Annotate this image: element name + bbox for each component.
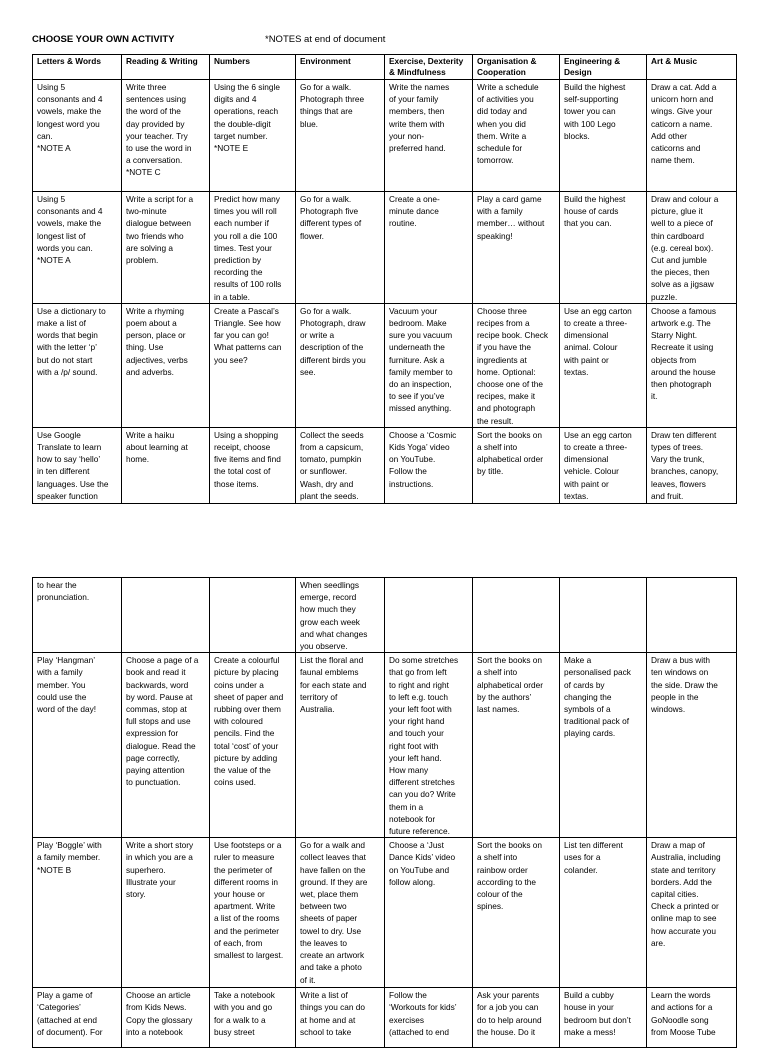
table-cell: Choose a page of a book and read it backwards, word by word. Pause at commas, stop at full stops and use expression for dialogue. Read the page correctly, paying attention to punctuation. [122, 653, 210, 838]
table-cell: Use a dictionary to make a list of words that begin with the letter ‘p’ but do not start with a /p/ sound. [33, 303, 122, 427]
table-cell: Using 5 consonants and 4 vowels, make the longest list of words you can. *NOTE A [33, 192, 122, 304]
table-cell: Build a cubby house in your bedroom but don’t make a mess! [560, 988, 647, 1048]
table-cell: Take a notebook with you and go for a walk to a busy street [210, 988, 296, 1048]
table-cell: Collect the seeds from a capsicum, tomato, pumpkin or sunflower. Wash, dry and plant the seeds. [296, 427, 385, 503]
table-cell [122, 578, 210, 653]
table-cell: Vacuum your bedroom. Make sure you vacuum underneath the furniture. Ask a family member to do an inspection, to see if you’ve missed anything. [385, 303, 473, 427]
table-cell: Choose three recipes from a recipe book. Check if you have the ingredients at home. Optional: choose one of the recipes, make it and photograph the result. [473, 303, 560, 427]
table-cell: Go for a walk. Photograph five different types of flower. [296, 192, 385, 304]
table-cell [473, 578, 560, 653]
activity-table-page-1 [32, 54, 737, 504]
table-cell: Play ‘Boggle’ with a family member. *NOTE B [33, 838, 122, 988]
table-cell: Draw ten different types of trees. Vary the trunk, branches, canopy, leaves, flowers and fruit. [647, 427, 737, 503]
table-cell: Choose a famous artwork e.g. The Starry Night. Recreate it using objects from around the house then photograph it. [647, 303, 737, 427]
activity-table-page-2 [32, 577, 737, 1048]
table-cell: Draw a map of Australia, including state and territory borders. Add the capital cities. Check a printed or online map to see how accurate you are. [647, 838, 737, 988]
table-cell: Go for a walk and collect leaves that have fallen on the ground. If they are wet, place them between two sheets of paper towel to dry. Use the leaves to create an artwork and take a photo of it. [296, 838, 385, 988]
table-cell: Go for a walk. Photograph three things that are blue. [296, 80, 385, 192]
table-cell: Create a one- minute dance routine. [385, 192, 473, 304]
column-header: Numbers [210, 55, 296, 80]
table-cell: Play a game of ‘Categories’ (attached at end of document). For [33, 988, 122, 1048]
table-row [33, 427, 737, 503]
table-cell: to hear the pronunciation. [33, 578, 122, 653]
table-cell: Play a card game with a family member… without speaking! [473, 192, 560, 304]
table-cell: Write a haiku about learning at home. [122, 427, 210, 503]
table-cell [560, 578, 647, 653]
table-cell: Use Google Translate to learn how to say ‘hello’ in ten different languages. Use the speaker function [33, 427, 122, 503]
table-row [33, 838, 737, 988]
table-cell: Use an egg carton to create a three- dimensional vehicle. Colour with paint or textas. [560, 427, 647, 503]
column-header: Environment [296, 55, 385, 80]
table-cell: Create a Pascal’s Triangle. See how far you can go! What patterns can you see? [210, 303, 296, 427]
table-cell: Go for a walk. Photograph, draw or write a description of the different birds you see. [296, 303, 385, 427]
table-cell: Learn the words and actions for a GoNoodle song from Moose Tube [647, 988, 737, 1048]
table-cell: When seedlings emerge, record how much they grow each week and what changes you observe. [296, 578, 385, 653]
table-cell: Build the highest house of cards that you can. [560, 192, 647, 304]
table-cell: Using the 6 single digits and 4 operations, reach the double-digit target number. *NOTE E [210, 80, 296, 192]
table-row [33, 303, 737, 427]
table-cell: Use an egg carton to create a three- dimensional animal. Colour with paint or textas. [560, 303, 647, 427]
table-cell: Using a shopping receipt, choose five items and find the total cost of those items. [210, 427, 296, 503]
table-cell: Predict how many times you will roll each number if you roll a die 100 times. Test your prediction by recording the results of 100 rolls in a table. [210, 192, 296, 304]
table-cell: Choose a ‘Just Dance Kids’ video on YouTube and follow along. [385, 838, 473, 988]
table-cell: Follow the ‘Workouts for kids’ exercises (attached to end [385, 988, 473, 1048]
table-cell: Choose an article from Kids News. Copy the glossary into a notebook [122, 988, 210, 1048]
table-cell: Make a personalised pack of cards by changing the symbols of a traditional pack of playing cards. [560, 653, 647, 838]
table-row [33, 988, 737, 1048]
table-cell: Play ‘Hangman’ with a family member. You could use the word of the day! [33, 653, 122, 838]
table-cell: Sort the books on a shelf into rainbow order according to the colour of the spines. [473, 838, 560, 988]
table-cell: Sort the books on a shelf into alphabetical order by the authors’ last names. [473, 653, 560, 838]
table-cell: Choose a ‘Cosmic Kids Yoga’ video on YouTube. Follow the instructions. [385, 427, 473, 503]
column-header: Letters & Words [33, 55, 122, 80]
table-cell: Build the highest self-supporting tower you can with 100 Lego blocks. [560, 80, 647, 192]
notes-reference: *NOTES at end of document [265, 34, 386, 45]
table-cell: Ask your parents for a job you can do to help around the house. Do it [473, 988, 560, 1048]
column-header: Art & Music [647, 55, 737, 80]
table-cell [210, 578, 296, 653]
table-cell: Write a list of things you can do at home and at school to take [296, 988, 385, 1048]
table-cell: Draw and colour a picture, glue it well to a piece of thin cardboard (e.g. cereal box). Cut and jumble the pieces, then solve as a jigsaw puzzle. [647, 192, 737, 304]
header-row [33, 55, 737, 80]
table-cell: Write a rhyming poem about a person, place or thing. Use adjectives, verbs and adverbs. [122, 303, 210, 427]
table-cell: Using 5 consonants and 4 vowels, make the longest word you can. *NOTE A [33, 80, 122, 192]
column-header: Engineering & Design [560, 55, 647, 80]
table-cell: Write a schedule of activities you did today and when you did them. Write a schedule for tomorrow. [473, 80, 560, 192]
column-header: Exercise, Dexterity & Mindfulness [385, 55, 473, 80]
table-cell: List ten different uses for a colander. [560, 838, 647, 988]
table-row [33, 192, 737, 304]
table-cell: Write three sentences using the word of the day provided by your teacher. Try to use the word in a conversation. *NOTE C [122, 80, 210, 192]
table-cell: Write a script for a two-minute dialogue between two friends who are solving a problem. [122, 192, 210, 304]
column-header: Organisation & Cooperation [473, 55, 560, 80]
table-cell: Use footsteps or a ruler to measure the perimeter of different rooms in your house or apartment. Write a list of the rooms and the perimeter of each, from smallest to largest. [210, 838, 296, 988]
table-cell [385, 578, 473, 653]
table-cell: Draw a bus with ten windows on the side. Draw the people in the windows. [647, 653, 737, 838]
table-row [33, 578, 737, 653]
table-cell: Write a short story in which you are a superhero. Illustrate your story. [122, 838, 210, 988]
table-row [33, 653, 737, 838]
table-cell: Do some stretches that go from left to right and right to left e.g. touch your left foot with your right hand and touch your right foot with your left hand. How many different stretches can you do? Write them in a notebook for future reference. [385, 653, 473, 838]
table-cell: List the floral and faunal emblems for each state and territory of Australia. [296, 653, 385, 838]
table-cell: Draw a cat. Add a unicorn horn and wings. Give your caticorn a name. Add other caticorns and name them. [647, 80, 737, 192]
table-cell: Create a colourful picture by placing coins under a sheet of paper and rubbing over them with coloured pencils. Find the total ‘cost’ of your picture by adding the value of the coins used. [210, 653, 296, 838]
table-cell: Sort the books on a shelf into alphabetical order by title. [473, 427, 560, 503]
column-header: Reading & Writing [122, 55, 210, 80]
table-row [33, 80, 737, 192]
table-cell [647, 578, 737, 653]
table-cell: Write the names of your family members, then write them with your non- preferred hand. [385, 80, 473, 192]
page-title: CHOOSE YOUR OWN ACTIVITY [32, 34, 175, 45]
